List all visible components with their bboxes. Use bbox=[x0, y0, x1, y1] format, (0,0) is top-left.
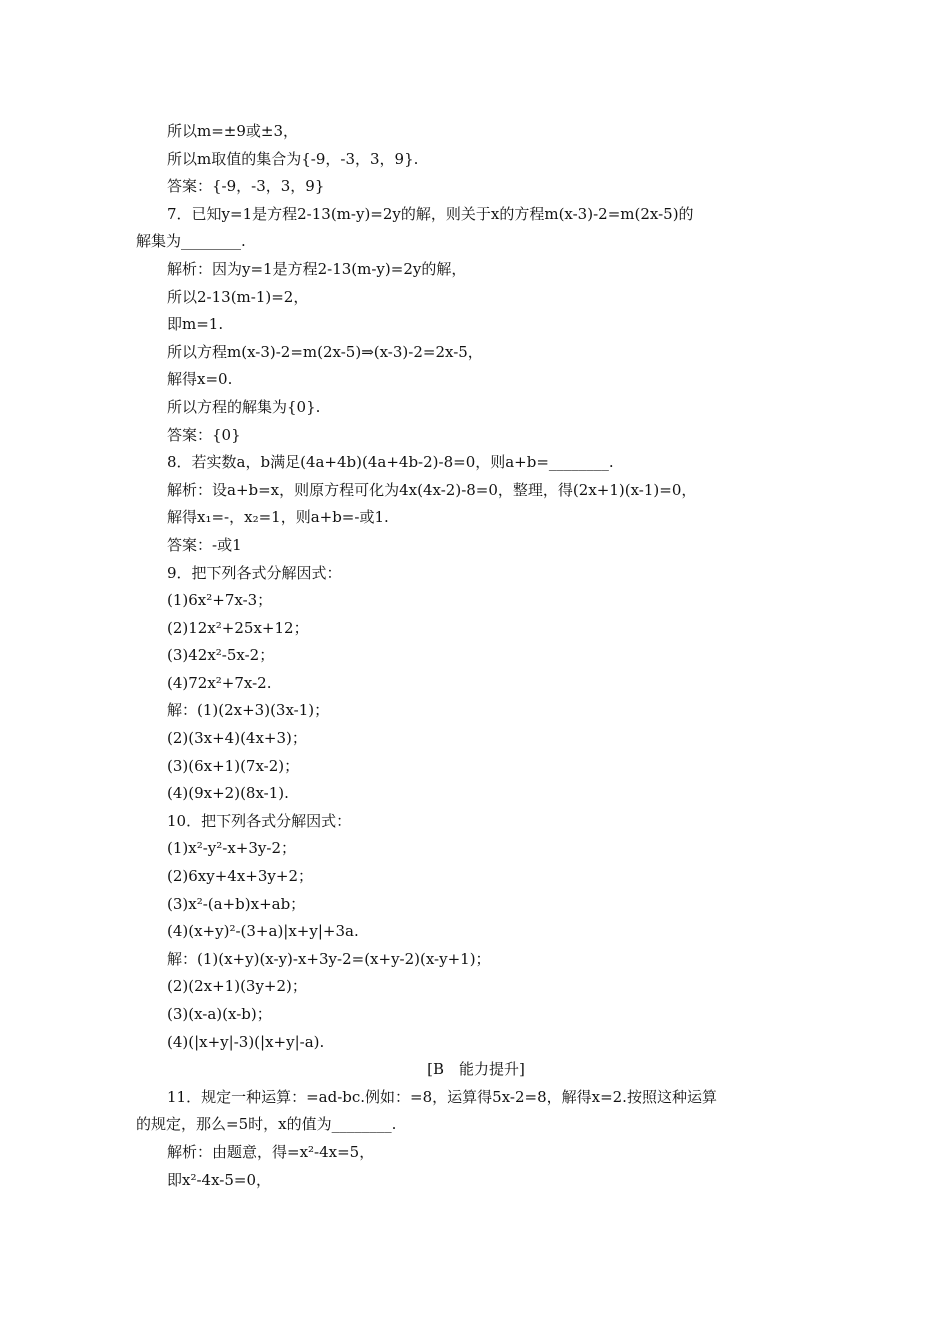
text-line: 7．已知y=1是方程2-13(m-y)=2y的解，则关于x的方程m(x-3)-2=m(2x-5)的 bbox=[167, 204, 694, 223]
text-line: 解：(1)(2x+3)(3x-1)； bbox=[167, 701, 330, 720]
document-body bbox=[136, 118, 816, 1194]
text-line: 8．若实数a，b满足(4a+4b)(4a+4b-2)-8=0，则a+b=________. bbox=[167, 453, 614, 472]
text-line: 答案：{0} bbox=[167, 425, 241, 444]
text-line: (1)6x²+7x-3； bbox=[167, 591, 273, 610]
text-line: (3)(x-a)(x-b)； bbox=[167, 1005, 272, 1023]
text-line: 解得x=0. bbox=[167, 370, 233, 389]
text-line: (3)42x²-5x-2； bbox=[167, 646, 275, 665]
text-line: 所以2-13(m-1)=2， bbox=[167, 287, 309, 306]
text-line: (4)(9x+2)(8x-1). bbox=[167, 784, 289, 803]
text-line: 解析：因为y=1是方程2-13(m-y)=2y的解， bbox=[167, 259, 467, 278]
text-line: 所以方程m(x-3)-2=m(2x-5)⇒(x-3)-2=2x-5， bbox=[167, 342, 483, 361]
text-line: (2)12x²+25x+12； bbox=[167, 618, 309, 637]
text-line: 所以m=±9或±3， bbox=[167, 122, 299, 140]
text-line: 解析：由题意，得=x²-4x=5， bbox=[167, 1142, 375, 1161]
text-line: (4)(x+y)²-(3+a)|x+y|+3a. bbox=[167, 922, 359, 941]
text-line: 9．把下列各式分解因式： bbox=[167, 563, 342, 582]
text-line: 所以方程的解集为{0}. bbox=[167, 397, 321, 416]
text-line: 答案：-或1 bbox=[167, 535, 242, 554]
text-line: 11．规定一种运算：=ad-bc.例如：=8，运算得5x-2=8，解得x=2.按照这种运算 bbox=[167, 1087, 717, 1106]
text-line: (2)(2x+1)(3y+2)； bbox=[167, 977, 307, 996]
text-line: 解得x₁=-，x₂=1，则a+b=-或1. bbox=[167, 508, 389, 527]
section-heading: [B 能力提升] bbox=[427, 1060, 525, 1079]
text-line: (3)(6x+1)(7x-2)； bbox=[167, 756, 300, 775]
text-line: 答案：{-9，-3，3，9} bbox=[167, 177, 325, 196]
text-line: 解析：设a+b=x，则原方程可化为4x(4x-2)-8=0，整理，得(2x+1)(x-1)=0， bbox=[167, 480, 697, 499]
text-line: (3)x²-(a+b)x+ab； bbox=[167, 894, 306, 913]
text-line: 解：(1)(x+y)(x-y)-x+3y-2=(x+y-2)(x-y+1)； bbox=[167, 949, 491, 968]
text-line: 的规定，那么=5时，x的值为________. bbox=[136, 1115, 397, 1134]
text-line: 即m=1. bbox=[167, 315, 224, 334]
text-line: 即x²-4x-5=0， bbox=[167, 1170, 272, 1189]
text-line: (2)6xy+4x+3y+2； bbox=[167, 867, 313, 886]
text-line: (4)(|x+y|-3)(|x+y|-a). bbox=[167, 1032, 325, 1051]
text-line: 解集为________. bbox=[136, 232, 246, 251]
text-line: 所以m取值的集合为{-9，-3，3，9}. bbox=[167, 149, 419, 168]
text-line: (2)(3x+4)(4x+3)； bbox=[167, 729, 307, 748]
text-line: 10．把下列各式分解因式： bbox=[167, 811, 352, 830]
text-line: (4)72x²+7x-2. bbox=[167, 673, 272, 692]
text-line: (1)x²-y²-x+3y-2； bbox=[167, 839, 297, 858]
